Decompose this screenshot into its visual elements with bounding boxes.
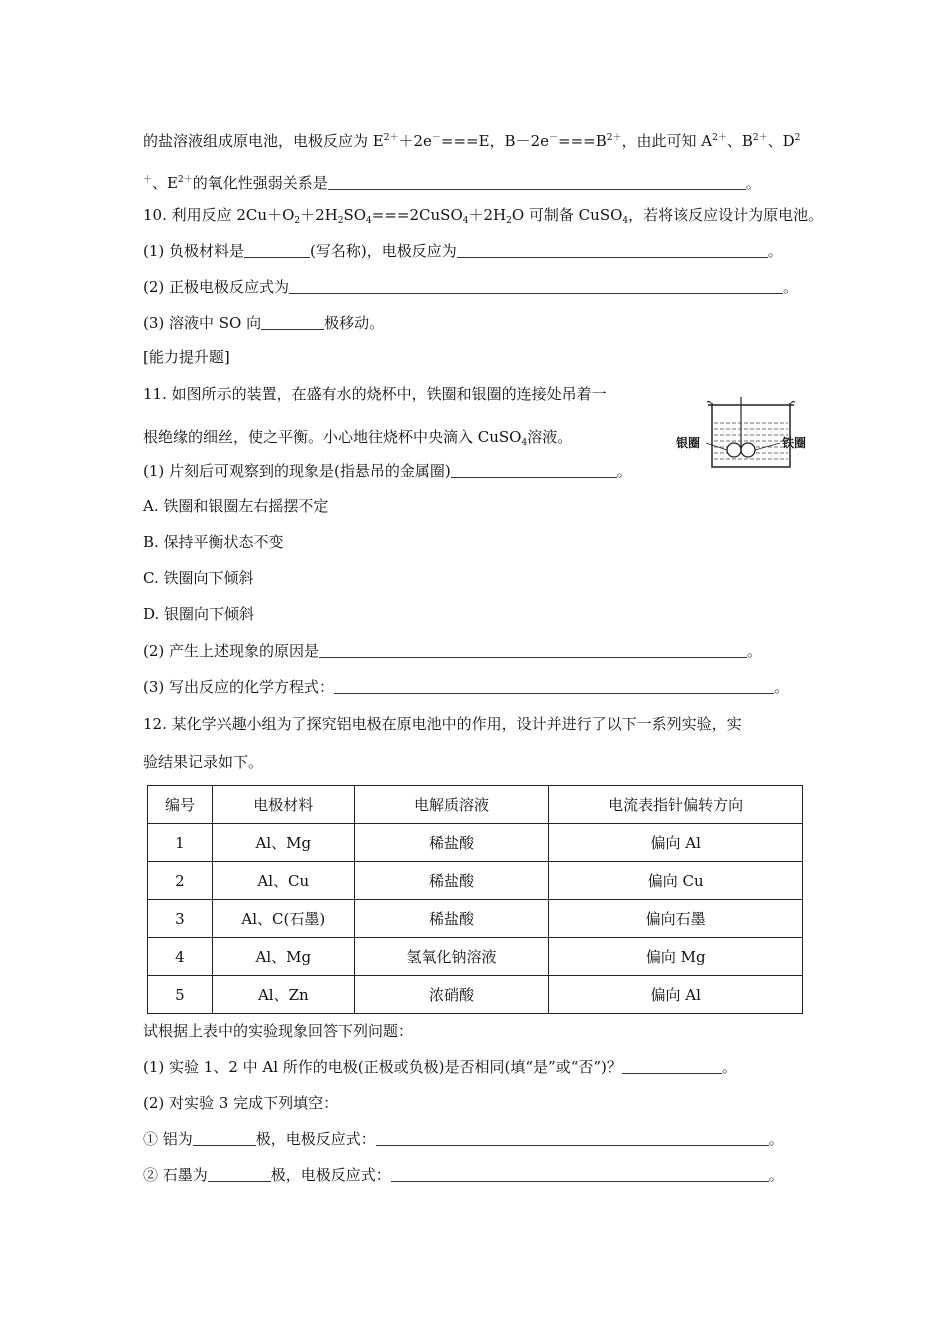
table-row	[148, 824, 803, 862]
experiment-table	[147, 785, 803, 1014]
answer-blank[interactable]	[289, 279, 783, 294]
table-cell: 偏向石墨	[549, 900, 803, 938]
column-header: 编号	[148, 786, 213, 824]
table-cell: Al、Mg	[212, 824, 354, 862]
q11-part-2: (2) 产生上述现象的原因是 。	[143, 642, 763, 660]
iron-ring-label: 铁圈	[782, 436, 807, 450]
q11-stem-1: 11. 如图所示的装置，在盛有水的烧杯中，铁圈和银圈的连接处吊着一	[143, 385, 607, 403]
table-cell: 1	[148, 824, 213, 862]
table-cell: 氢氧化钠溶液	[354, 938, 549, 976]
table-cell: 稀盐酸	[354, 900, 549, 938]
table-cell: 偏向 Al	[549, 824, 803, 862]
q10-stem: 10. 利用反应 $2Cu+O_2+2H_2SO_4===2CuSO_4+2H_2O$ 可制备 CuSO$_4$，若将该反应设计为原电池。	[143, 206, 824, 226]
answer-blank[interactable]	[244, 243, 310, 258]
q12-part-2: (2) 对实验 3 完成下列填空：	[143, 1094, 339, 1112]
q10-part-2: (2) 正极电极反应式为 。	[143, 278, 799, 296]
q11-stem-2: 根绝缘的细丝，使之平衡。小心地往烧杯中央滴入 CuSO$_4$溶液。	[143, 428, 573, 448]
table-cell: 偏向 Mg	[549, 938, 803, 976]
q11-part-1: (1) 片刻后可观察到的现象是(指悬吊的金属圈) 。	[143, 462, 632, 480]
answer-blank[interactable]	[208, 1167, 271, 1182]
table-row	[148, 900, 803, 938]
q11-option-a: A. 铁圈和银圈左右摇摆不定	[143, 497, 329, 515]
q12-part-2-2: ② 石墨为 极，电极反应式： 。	[143, 1166, 784, 1184]
table-cell: Al、C(石墨)	[212, 900, 354, 938]
q12-part-2-1: ① 铝为 极，电极反应式： 。	[143, 1130, 784, 1148]
table-cell: Al、Mg	[212, 938, 354, 976]
q12-stem-2: 验结果记录如下。	[143, 753, 264, 771]
column-header: 电极材料	[212, 786, 354, 824]
answer-blank[interactable]	[391, 1167, 769, 1182]
section-heading: [能力提升题]	[143, 348, 230, 366]
answer-blank[interactable]	[328, 175, 746, 190]
table-cell: 稀盐酸	[354, 862, 549, 900]
q12-after-table: 试根据上表中的实验现象回答下列问题：	[143, 1022, 414, 1040]
column-header: 电解质溶液	[354, 786, 549, 824]
answer-blank[interactable]	[261, 315, 324, 330]
answer-blank[interactable]	[622, 1059, 722, 1074]
beaker-diagram	[676, 393, 816, 473]
intro-line-1: 的盐溶液组成原电池，电极反应为 $E^{2+}+2e^-===E$，$B-2e^-===B^{2+}$，由此可知 $A^{2+}$、$B^{2+}$、$D^2$	[143, 132, 801, 150]
answer-blank[interactable]	[319, 643, 747, 658]
q12-part-1: (1) 实验 1、2 中 Al 所作的电极(正极或负极)是否相同(填“是”或“否”)？ 。	[143, 1058, 737, 1076]
table-row	[148, 862, 803, 900]
column-header: 电流表指针偏转方向	[549, 786, 803, 824]
q12-stem-1: 12. 某化学兴趣小组为了探究铝电极在原电池中的作用，设计并进行了以下一系列实验，实	[143, 715, 742, 733]
table-cell: 2	[148, 862, 213, 900]
q11-option-c: C. 铁圈向下倾斜	[143, 569, 254, 587]
table-header-row	[148, 786, 803, 824]
beaker-figure	[676, 393, 816, 473]
q11-option-b: B. 保持平衡状态不变	[143, 533, 284, 551]
answer-blank[interactable]	[334, 679, 774, 694]
q11-option-d: D. 银圈向下倾斜	[143, 605, 255, 623]
table-cell: 3	[148, 900, 213, 938]
table-row	[148, 976, 803, 1014]
q10-part-1: (1) 负极材料是 (写名称)，电极反应为 。	[143, 242, 783, 260]
table-cell: Al、Zn	[212, 976, 354, 1014]
answer-blank[interactable]	[457, 243, 768, 258]
silver-ring-label: 银圈	[676, 436, 701, 450]
intro-line-2: ＋、$E^{2+}$的氧化性强弱关系是 。	[143, 174, 761, 192]
table-cell: 偏向 Al	[549, 976, 803, 1014]
table-row	[148, 938, 803, 976]
table-cell: 稀盐酸	[354, 824, 549, 862]
answer-blank[interactable]	[451, 463, 617, 478]
table-cell: 5	[148, 976, 213, 1014]
table-cell: 偏向 Cu	[549, 862, 803, 900]
q10-part-3: (3) 溶液中 SO 向 极移动。	[143, 314, 385, 332]
table-cell: 浓硝酸	[354, 976, 549, 1014]
answer-blank[interactable]	[193, 1131, 256, 1146]
answer-blank[interactable]	[376, 1131, 769, 1146]
table-cell: 4	[148, 938, 213, 976]
q11-part-3: (3) 写出反应的化学方程式： 。	[143, 678, 790, 696]
table-cell: Al、Cu	[212, 862, 354, 900]
